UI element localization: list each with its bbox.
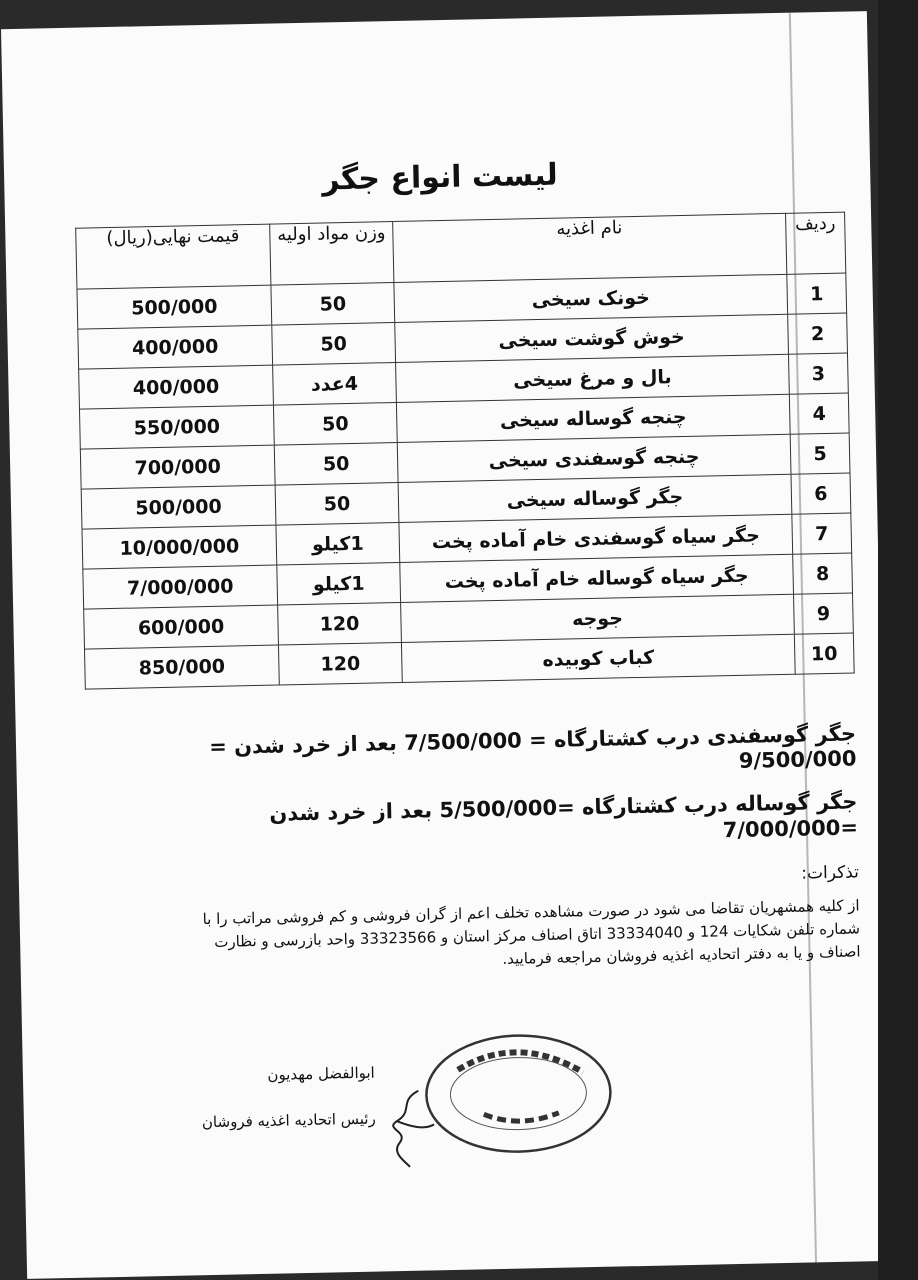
- document-page: [1, 11, 893, 1279]
- cell-final-price: 400/000: [79, 365, 274, 409]
- header-food-name: نام اغذیه: [393, 213, 787, 282]
- cell-row-number: 8: [793, 553, 853, 594]
- header-final-price: قیمت نهایی(ریال): [76, 224, 271, 289]
- cell-final-price: 500/000: [77, 285, 272, 329]
- cell-row-number: 2: [788, 313, 848, 354]
- cell-final-price: 500/000: [81, 485, 276, 529]
- cell-food-name: چنجه گوسفندی سیخی: [397, 434, 791, 482]
- note-calf-liver: جگر گوساله درب کشتارگاه =5/500/000 بعد از خرد شدن =7/000/000: [269, 789, 859, 842]
- cell-final-price: 550/000: [79, 405, 274, 449]
- reminder-text: از کلیه همشهریان تقاضا می شود در صورت مشاهده تخلف اعم از گران فروشی و کم فروشی مراتب را با شماره تلفن شکایات 124 و 33334040 اتاق اصناف مرکز استان و 33323566 واحد بازرسی و نظارت اصناف و یا به دفتر اتحادیه اغذیه فروشان مراجعه فرمایید.: [202, 896, 861, 969]
- cell-food-name: بال و مرغ سیخی: [396, 354, 790, 402]
- cell-row-number: 9: [794, 593, 854, 634]
- cell-final-price: 7/000/000: [83, 565, 278, 609]
- price-table: [75, 212, 855, 690]
- cell-food-name: خونک سیخی: [394, 274, 788, 322]
- cell-row-number: 5: [790, 433, 850, 474]
- cell-weight: 50: [272, 323, 396, 366]
- reminder-label: تذکرات:: [801, 862, 860, 884]
- page-title: لیست انواع جگر: [321, 157, 559, 198]
- signer-role: رئیس اتحادیه اغذیه فروشان: [201, 1109, 376, 1132]
- signer-name: ابوالفضل مهدیون: [267, 1063, 375, 1084]
- official-stamp-seal: [417, 1027, 620, 1161]
- cell-row-number: 4: [789, 393, 849, 434]
- cell-weight: 50: [275, 482, 399, 525]
- cell-final-price: 850/000: [85, 645, 280, 689]
- cell-food-name: جگر سیاه گوساله خام آماده پخت: [400, 554, 794, 602]
- scan-edge-shadow: [878, 0, 918, 1280]
- table-body: [77, 273, 854, 689]
- cell-weight: 50: [273, 403, 397, 446]
- cell-weight: 1کیلو: [277, 562, 401, 605]
- cell-final-price: 700/000: [80, 445, 275, 489]
- cell-row-number: 10: [794, 633, 854, 674]
- cell-food-name: جگر سیاه گوسفندی خام آماده پخت: [399, 514, 793, 562]
- signature-block: [201, 1064, 377, 1160]
- cell-weight: 50: [274, 442, 398, 485]
- cell-final-price: 400/000: [78, 325, 273, 369]
- header-weight: وزن مواد اولیه: [270, 222, 394, 286]
- cell-row-number: 3: [788, 353, 848, 394]
- header-row-number: ردیف: [786, 212, 846, 274]
- cell-food-name: جوجه: [401, 594, 795, 642]
- cell-weight: 4عدد: [273, 363, 397, 406]
- cell-food-name: کباب کوبیده: [401, 634, 795, 682]
- cell-row-number: 7: [792, 513, 852, 554]
- cell-final-price: 600/000: [84, 605, 279, 649]
- cell-weight: 50: [271, 283, 395, 326]
- cell-food-name: جگر گوساله سیخی: [398, 474, 792, 522]
- note-lamb-liver: جگر گوسفندی درب کشتارگاه = 7/500/000 بعد از خرد شدن = 9/500/000: [208, 721, 857, 774]
- cell-weight: 120: [278, 602, 402, 645]
- notes-section: [166, 711, 861, 978]
- cell-row-number: 6: [791, 473, 851, 514]
- cell-food-name: خوش گوشت سیخی: [395, 314, 789, 362]
- cell-row-number: 1: [787, 273, 847, 314]
- cell-weight: 120: [278, 642, 402, 685]
- cell-food-name: چنجه گوساله سیخی: [396, 394, 790, 442]
- cell-final-price: 10/000/000: [82, 525, 277, 569]
- cell-weight: 1کیلو: [276, 522, 400, 565]
